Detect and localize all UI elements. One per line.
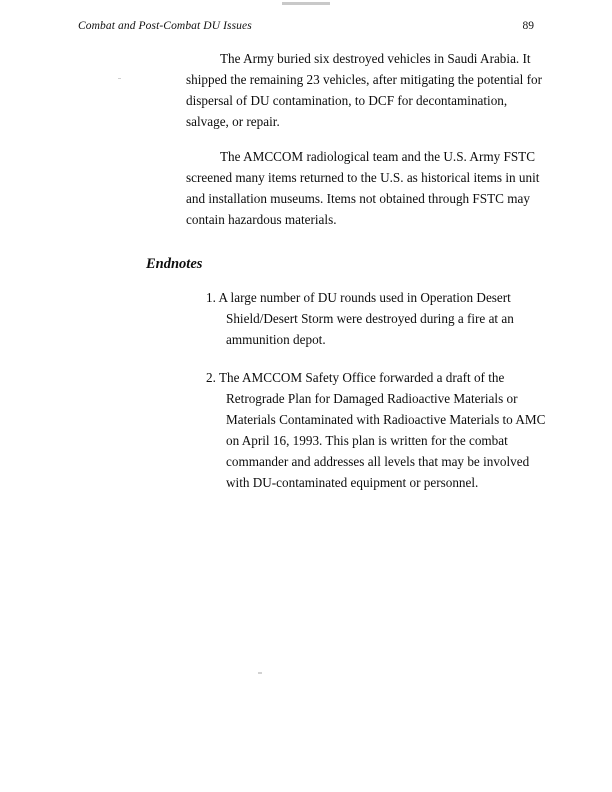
endnote-item: 1. A large number of DU rounds used in Operation Desert Shield/Desert Storm were destroyed during a fire at an ammunition depot.: [206, 290, 514, 347]
endnotes-heading: Endnotes: [146, 256, 203, 272]
endnotes-section: [146, 256, 550, 493]
running-head: [78, 20, 534, 36]
body-text-column: [146, 48, 550, 493]
endnote-item: 2. The AMCCOM Safety Office forwarded a draft of the Retrograde Plan for Damaged Radioactive Materials or Materials Contaminated with Radioactive Materials to AMC on April 16, 1993. This plan is written for the combat commander and addresses all levels that may be involved with DU-contaminated equipment or personnel.: [206, 370, 546, 490]
page-number: 89: [522, 20, 534, 32]
body-paragraph: The Army buried six destroyed vehicles in Saudi Arabia. It shipped the remaining 23 vehicles, after mitigating the potential for dispersal of DU contamination, to DCF for decontamination, salvage, or repair.: [186, 51, 542, 129]
running-head-title: Combat and Post-Combat DU Issues: [78, 20, 252, 32]
body-paragraph: The AMCCOM radiological team and the U.S. Army FSTC screened many items returned to the U.S. as historical items in unit and installation museums. Items not obtained through FSTC may contain hazardous materials.: [186, 149, 540, 227]
scan-artifact-top: [282, 2, 330, 5]
scan-speck-bottom: [258, 672, 262, 674]
scan-speck-left: [118, 78, 121, 79]
